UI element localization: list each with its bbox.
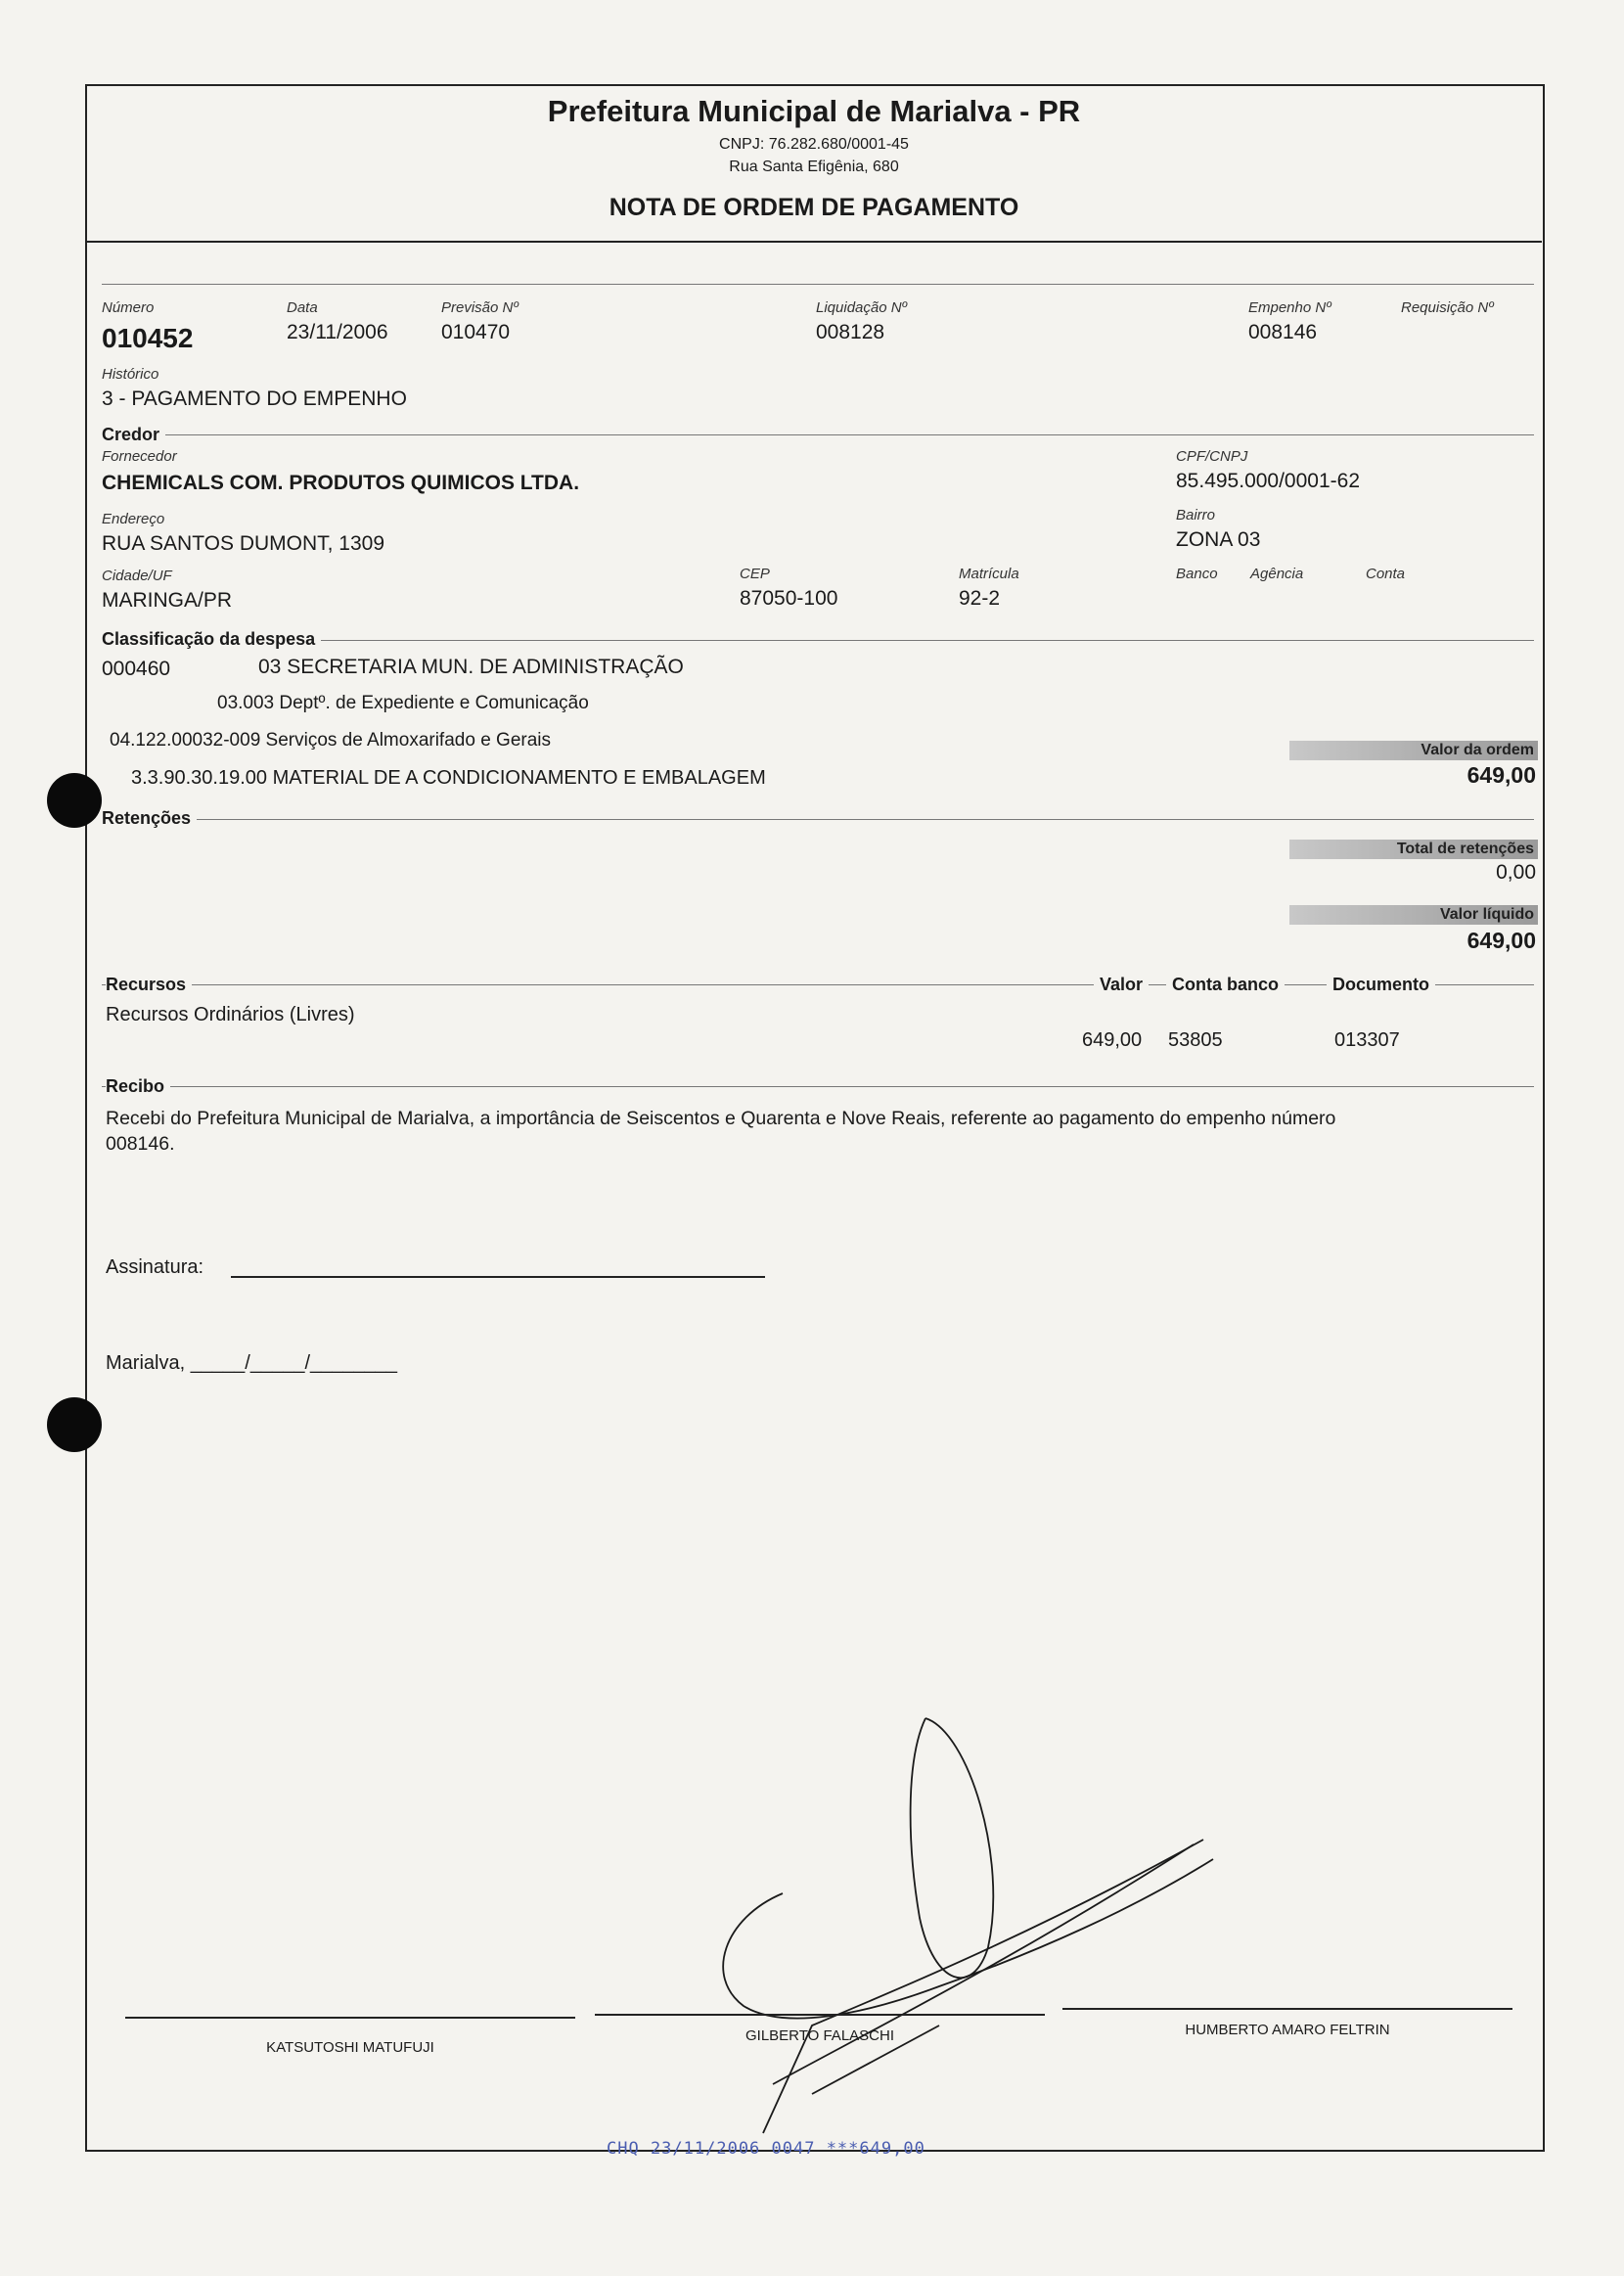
- numero-label: Número: [102, 299, 155, 316]
- assinatura-label: Assinatura:: [106, 1256, 204, 1278]
- previsao-label: Previsão Nº: [441, 299, 519, 316]
- credor-rule: [102, 434, 1534, 435]
- empenho-label: Empenho Nº: [1248, 299, 1331, 316]
- cnpj-text: CNPJ: 76.282.680/0001-45: [719, 136, 909, 153]
- recursos-descricao: Recursos Ordinários (Livres): [106, 1004, 355, 1025]
- matricula-label: Matrícula: [959, 566, 1019, 582]
- secretaria-value: 03 SECRETARIA MUN. DE ADMINISTRAÇÃO: [258, 656, 684, 678]
- valor-ordem-value: 649,00: [1466, 762, 1536, 788]
- valor-ordem-label: [1289, 741, 1538, 760]
- numero-value: 010452: [102, 323, 194, 353]
- recursos-valor-label: Valor: [1094, 975, 1149, 995]
- address-text: Rua Santa Efigênia, 680: [729, 159, 899, 175]
- recursos-documento-label: Documento: [1327, 975, 1435, 995]
- programa-value: 04.122.00032-009 Serviços de Almoxarifado e Gerais: [110, 730, 551, 751]
- total-retencoes-label-text: Total de retenções: [1396, 841, 1534, 857]
- bairro-label: Bairro: [1176, 507, 1216, 523]
- retencoes-rule: [102, 819, 1534, 820]
- document-title: NOTA DE ORDEM DE PAGAMENTO: [609, 194, 1019, 221]
- valor-liquido-label-text: Valor líquido: [1439, 906, 1534, 923]
- historico-value: 3 - PAGAMENTO DO EMPENHO: [102, 387, 407, 410]
- empenho-value: 008146: [1248, 321, 1318, 343]
- cpf-value: 85.495.000/0001-62: [1176, 470, 1361, 492]
- signatory-3-name: HUMBERTO AMARO FELTRIN: [1185, 2022, 1390, 2038]
- cep-value: 87050-100: [740, 587, 838, 610]
- agencia-label: Agência: [1250, 566, 1304, 582]
- cidade-value: MARINGA/PR: [102, 589, 233, 612]
- recursos-conta: 53805: [1168, 1029, 1223, 1051]
- assinatura-line: [231, 1276, 765, 1278]
- signatory-2-name: GILBERTO FALASCHI: [745, 2027, 894, 2044]
- recursos-valor: 649,00: [1082, 1029, 1143, 1051]
- elemento-value: 3.3.90.30.19.00 MATERIAL DE A CONDICIONAMENTO E EMBALAGEM: [131, 767, 766, 789]
- historico-label: Histórico: [102, 366, 159, 383]
- recibo-text-line2: 008146.: [106, 1133, 175, 1155]
- recibo-text-line1: Recebi do Prefeitura Municipal de Marialva, a importância de Seiscentos e Quarenta e Nove Reais, referente ao pagamento do empenho número: [106, 1108, 1336, 1129]
- total-retencoes-label: [1289, 840, 1538, 859]
- recursos-section-title: Recursos: [106, 975, 192, 995]
- retencoes-section-title: Retenções: [102, 808, 197, 829]
- total-retencoes-value: 0,00: [1496, 861, 1536, 884]
- recursos-documento: 013307: [1334, 1029, 1400, 1051]
- valor-ordem-label-text: Valor da ordem: [1421, 742, 1534, 758]
- valor-liquido-label: [1289, 905, 1538, 925]
- punch-hole-top: [47, 773, 102, 828]
- signature-line-2: [595, 2014, 1045, 2016]
- bairro-value: ZONA 03: [1176, 528, 1261, 551]
- endereco-value: RUA SANTOS DUMONT, 1309: [102, 532, 385, 555]
- signature-line-1: [125, 2017, 575, 2019]
- recibo-rule: [102, 1086, 1534, 1087]
- requisicao-label: Requisição Nº: [1401, 299, 1494, 316]
- departamento-value: 03.003 Deptº. de Expediente e Comunicação: [217, 693, 589, 713]
- data-value: 23/11/2006: [287, 321, 388, 343]
- fornecedor-value: CHEMICALS COM. PRODUTOS QUIMICOS LTDA.: [102, 472, 580, 494]
- header-divider: [86, 241, 1542, 243]
- recibo-section-title: Recibo: [106, 1076, 170, 1097]
- cidade-label: Cidade/UF: [102, 568, 172, 584]
- liquidacao-label: Liquidação Nº: [816, 299, 908, 316]
- punch-hole-bottom: [47, 1397, 102, 1452]
- classificacao-section-title: Classificação da despesa: [102, 629, 321, 650]
- banco-label: Banco: [1176, 566, 1218, 582]
- previsao-value: 010470: [441, 321, 511, 343]
- credor-section-title: Credor: [102, 425, 165, 445]
- fornecedor-label: Fornecedor: [102, 448, 177, 465]
- endereco-label: Endereço: [102, 511, 165, 527]
- conta-label: Conta: [1366, 566, 1406, 582]
- local-data-label: Marialva, _____/_____/________: [106, 1352, 398, 1374]
- liquidacao-value: 008128: [816, 321, 885, 343]
- valor-liquido-value: 649,00: [1466, 928, 1536, 953]
- data-label: Data: [287, 299, 318, 316]
- classificacao-code: 000460: [102, 658, 171, 680]
- signatory-1-name: KATSUTOSHI MATUFUJI: [266, 2039, 434, 2056]
- cpf-label: CPF/CNPJ: [1176, 448, 1248, 465]
- recursos-conta-label: Conta banco: [1166, 975, 1285, 995]
- top-rule: [102, 284, 1534, 285]
- cep-label: CEP: [740, 566, 770, 582]
- signature-line-3: [1062, 2008, 1512, 2010]
- page-title: Prefeitura Municipal de Marialva - PR: [547, 94, 1081, 128]
- bank-stamp: CHQ 23/11/2006 0047 ***649,00: [607, 2139, 925, 2159]
- recursos-rule: [102, 984, 1534, 985]
- matricula-value: 92-2: [959, 587, 1001, 610]
